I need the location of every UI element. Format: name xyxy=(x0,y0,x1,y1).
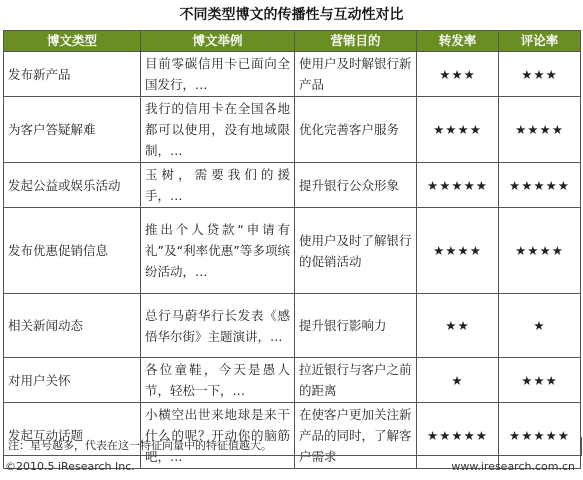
header-comment-rate: 评论率 xyxy=(499,31,581,52)
row-example: 总行马蔚华行长发表《感悟华尔街》主题演讲，… xyxy=(141,294,295,358)
row-type: 相关新闻动态 xyxy=(4,294,141,358)
table-note: 注：星号越多，代表在这一特征向量中的特征值越大。 xyxy=(3,437,582,456)
row-comment-stars: ★★★ xyxy=(499,358,581,403)
table-row xyxy=(4,97,581,163)
row-comment-stars: ★★★★★ xyxy=(499,163,581,208)
row-purpose: 使用户及时了解银行的促销活动 xyxy=(295,208,417,294)
row-purpose: 优化完善客户服务 xyxy=(295,97,417,163)
row-purpose: 拉近银行与客户之前的距离 xyxy=(295,358,417,403)
row-retweet-stars: ★★★★★ xyxy=(417,163,499,208)
table-title: 不同类型博文的传播性与互动性对比 xyxy=(179,7,404,23)
row-comment-stars: ★★★ xyxy=(499,52,581,97)
row-purpose: 提升银行影响力 xyxy=(295,294,417,358)
row-type: 发布优惠促销信息 xyxy=(4,208,141,294)
row-example: 目前零碳信用卡已面向全国发行，… xyxy=(141,52,295,97)
comparison-table xyxy=(3,30,581,469)
table-row xyxy=(4,403,581,469)
copyright-text: ©2010.5 iResearch Inc. xyxy=(5,460,135,473)
header-example: 博文举例 xyxy=(141,31,295,52)
row-type: 发布新产品 xyxy=(4,52,141,97)
row-example: 各位童鞋，今天是愚人节，轻松一下，… xyxy=(141,358,295,403)
row-retweet-stars: ★★ xyxy=(417,294,499,358)
row-retweet-stars: ★★★★ xyxy=(417,97,499,163)
row-retweet-stars: ★★★★★ xyxy=(417,403,499,469)
header-retweet-rate: 转发率 xyxy=(417,31,499,52)
row-type: 发起互动话题 xyxy=(4,403,141,469)
row-comment-stars: ★★★★ xyxy=(499,208,581,294)
table-row xyxy=(4,358,581,403)
row-retweet-stars: ★★★ xyxy=(417,52,499,97)
row-type: 为客户答疑解难 xyxy=(4,97,141,163)
row-example: 小横空出世来地球是来干什么的呢？开动你的脑筋吧，… xyxy=(141,403,295,469)
table-row xyxy=(4,52,581,97)
row-example: 我行的信用卡在全国各地都可以使用，没有地域限制，… xyxy=(141,97,295,163)
row-retweet-stars: ★★★★ xyxy=(417,208,499,294)
table-row xyxy=(4,208,581,294)
row-comment-stars: ★ xyxy=(499,294,581,358)
row-type: 对用户关怀 xyxy=(4,358,141,403)
row-example: 玉树，需要我们的援手，… xyxy=(141,163,295,208)
row-example: 推出个人贷款“申请有礼”及“利率优惠”等多项缤纷活动，… xyxy=(141,208,295,294)
table-row xyxy=(4,163,581,208)
table-row xyxy=(4,294,581,358)
header-purpose: 营销目的 xyxy=(295,31,417,52)
row-purpose: 提升银行公众形象 xyxy=(295,163,417,208)
website-url: www.iresearch.com.cn xyxy=(451,460,575,473)
row-type: 发起公益或娱乐活动 xyxy=(4,163,141,208)
row-comment-stars: ★★★★ xyxy=(499,97,581,163)
row-purpose: 使用户及时解银行新产品 xyxy=(295,52,417,97)
row-purpose: 在使客户更加关注新产品的同时，了解客户需求 xyxy=(295,403,417,469)
row-retweet-stars: ★ xyxy=(417,358,499,403)
header-type: 博文类型 xyxy=(4,31,141,52)
row-comment-stars: ★★★★★ xyxy=(499,403,581,469)
header-row xyxy=(4,31,581,52)
